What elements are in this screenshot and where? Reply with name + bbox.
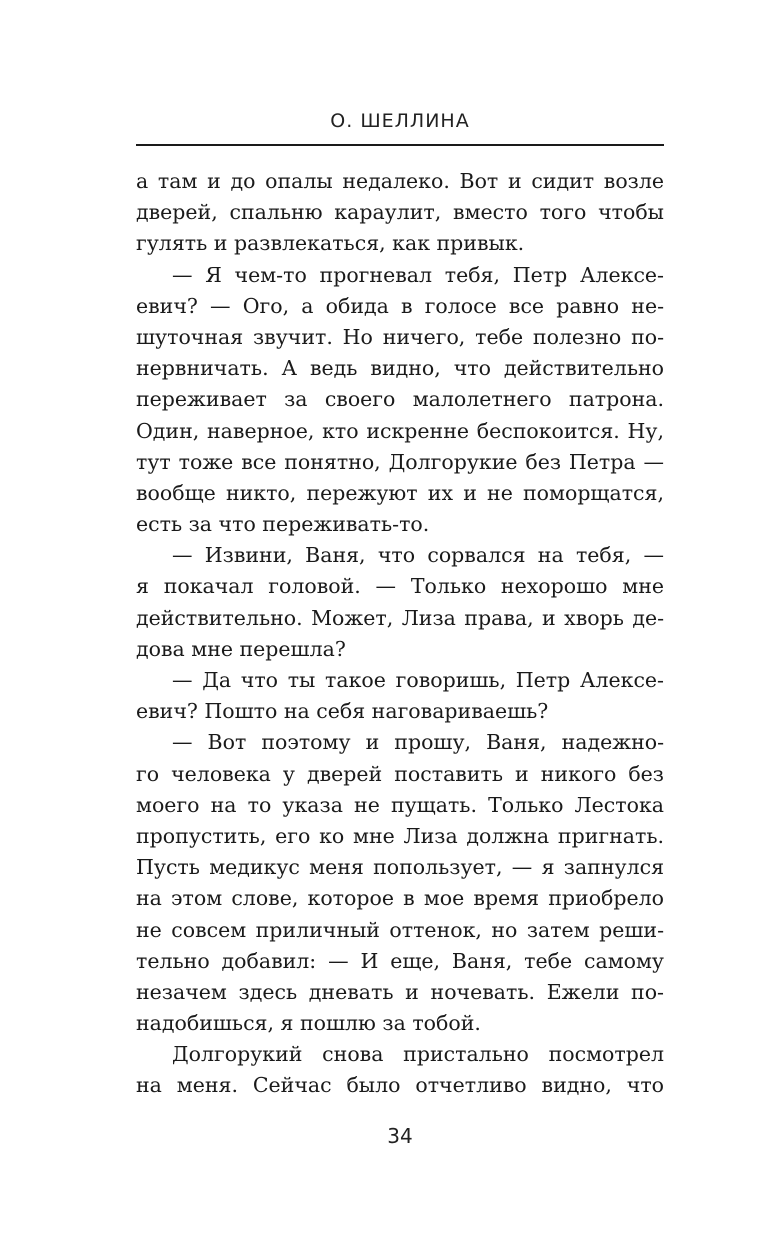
text-line: тут тоже все понятно, Долгорукие без Петра —: [136, 449, 664, 474]
text-line: на этом слове, которое в мое время приобрело: [136, 886, 664, 911]
text-line: го человека у дверей поставить и никого без: [136, 761, 664, 786]
text-line: гулять и развлекаться, как привык.: [136, 231, 525, 256]
text-line: не совсем приличный оттенок, но затем реши-: [136, 917, 664, 942]
text-line: Долгорукий снова пристально посмотрел: [172, 1042, 664, 1067]
text-line: дверей, спальню караулит, вместо того чтобы: [136, 200, 664, 225]
text-line: Один, наверное, кто искренне беспокоится. Ну,: [136, 418, 664, 443]
text-line: тельно добавил: — И еще, Ваня, тебе самому: [136, 948, 664, 973]
text-line: Пусть медикус меня попользует, — я запнулся: [136, 855, 664, 880]
text-line: шуточная звучит. Но ничего, тебе полезно по-: [136, 324, 664, 349]
text-line: незачем здесь дневать и ночевать. Ежели по-: [136, 979, 664, 1004]
text-line: есть за что переживать-то.: [136, 512, 430, 537]
header-rule: [136, 144, 664, 146]
page-number: 34: [387, 1124, 413, 1148]
text-line: действительно. Может, Лиза права, и хворь де-: [136, 605, 664, 630]
text-line: вообще никто, пережуют их и не поморщатся,: [136, 480, 664, 505]
text-line: — Извини, Ваня, что сорвался на тебя, —: [172, 543, 664, 568]
text-line: евич? Пошто на себя наговариваешь?: [136, 699, 549, 724]
text-line: я покачал головой. — Только нехорошо мне: [136, 574, 664, 599]
text-line: евич? — Ого, а обида в голосе все равно не-: [136, 293, 664, 318]
text-line: дова мне перешла?: [136, 636, 346, 661]
text-line: на меня. Сейчас было отчетливо видно, что: [136, 1073, 664, 1098]
running-header: О. ШЕЛЛИНА: [330, 110, 470, 132]
text-line: моего на то указа не пущать. Только Лестока: [136, 792, 664, 817]
text-line: — Я чем-то прогневал тебя, Петр Алексе-: [172, 262, 664, 287]
text-line: а там и до опалы недалеко. Вот и сидит возле: [136, 169, 664, 193]
text-line: нервничать. А ведь видно, что действительно: [136, 356, 664, 381]
text-line: переживает за своего малолетнего патрона.: [136, 387, 664, 412]
text-line: надобишься, я пошлю за тобой.: [136, 1011, 481, 1036]
text-line: пропустить, его ко мне Лиза должна пригнать.: [136, 823, 664, 848]
text-line: — Да что ты такое говоришь, Петр Алексе-: [172, 668, 664, 692]
body-text: [136, 166, 664, 1102]
text-line: — Вот поэтому и прошу, Ваня, надежно-: [172, 730, 664, 755]
